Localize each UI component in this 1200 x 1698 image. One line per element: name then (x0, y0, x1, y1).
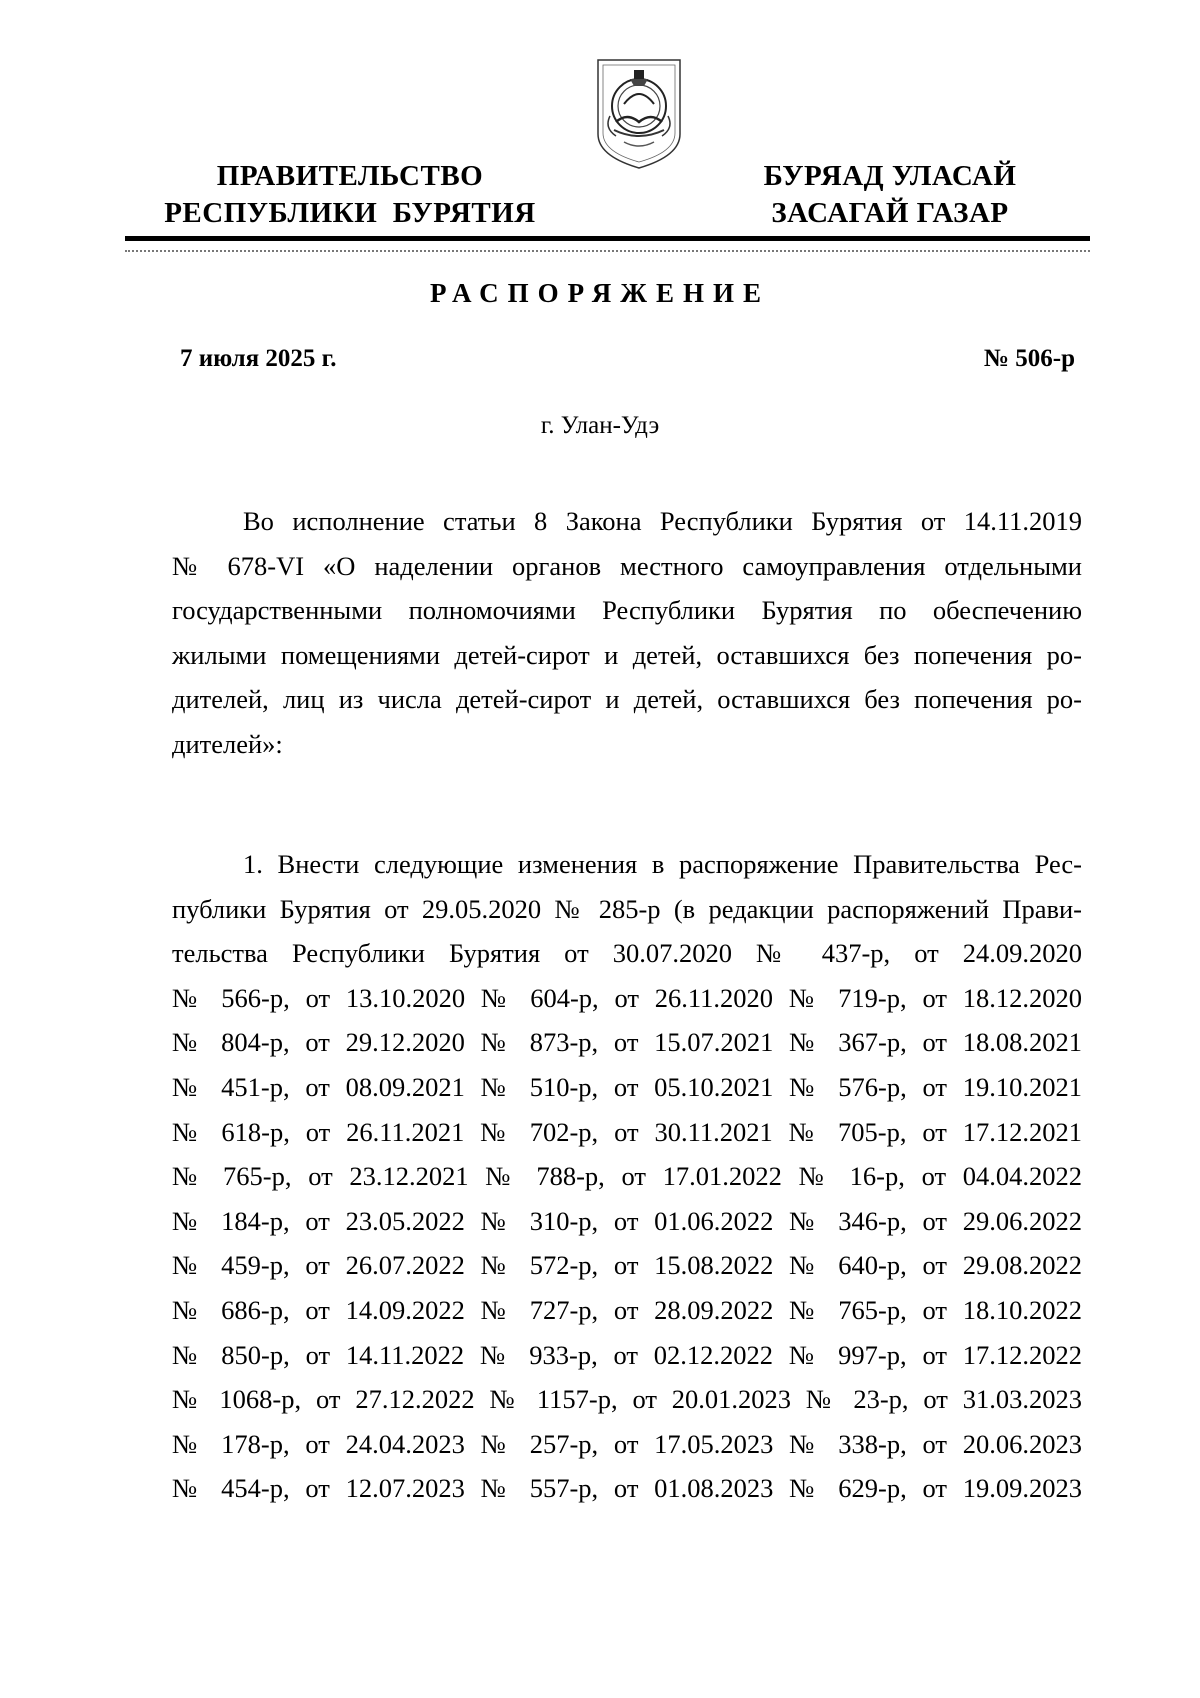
paragraph-line: № 804-р, от 29.12.2020 № 873-р, от 15.07.2021 № 367-р, от 18.08.2021 (172, 1027, 1082, 1058)
paragraph-line: № 178-р, от 24.04.2023 № 257-р, от 17.05.2023 № 338-р, от 20.06.2023 (172, 1428, 1082, 1459)
item-1-paragraph (172, 842, 1082, 1511)
paragraph-line: № 459-р, от 26.07.2022 № 572-р, от 15.08.2022 № 640-р, от 29.08.2022 (172, 1250, 1082, 1281)
header-right-line2: ЗАСАГАЙ ГАЗАР (771, 197, 1009, 229)
paragraph-line: государственными полномочиями Республики Бурятия по обеспечению (172, 595, 1082, 626)
header-rule-thin (125, 250, 1090, 252)
paragraph-line: № 566-р, от 13.10.2020 № 604-р, от 26.11.2020 № 719-р, от 18.12.2020 (172, 982, 1082, 1013)
paragraph-line: дителей»: (172, 728, 283, 759)
paragraph-line: № 686-р, от 14.09.2022 № 727-р, от 28.09.2022 № 765-р, от 18.10.2022 (172, 1294, 1082, 1325)
header-left-line1: ПРАВИТЕЛЬСТВО (216, 160, 484, 192)
paragraph-line: дителей, лиц из числа детей-сирот и детей, оставшихся без попечения ро- (172, 684, 1082, 715)
paragraph-line: № 765-р, от 23.12.2021 № 788-р, от 17.01.2022 № 16-р, от 04.04.2022 (172, 1161, 1082, 1192)
header-left (160, 158, 540, 232)
paragraph-line: № 1068-р, от 27.12.2022 № 1157-р, от 20.01.2023 № 23-р, от 31.03.2023 (172, 1384, 1082, 1415)
header-right-line1: БУРЯАД УЛАСАЙ (763, 160, 1017, 192)
paragraph-line: № 454-р, от 12.07.2023 № 557-р, от 01.08.2023 № 629-р, от 19.09.2023 (172, 1473, 1082, 1504)
paragraph-line: № 451-р, от 08.09.2021 № 510-р, от 05.10.2021 № 576-р, от 19.10.2021 (172, 1071, 1082, 1102)
preamble-paragraph (172, 499, 1082, 767)
paragraph-line: тельства Республики Бурятия от 30.07.2020 № 437-р, от 24.09.2020 (172, 938, 1082, 969)
header-rule-thick (125, 236, 1090, 241)
paragraph-line: Во исполнение статьи 8 Закона Республики Бурятия от 14.11.2019 (243, 506, 1082, 536)
paragraph-line: № 678-VI «О наделении органов местного самоуправления отдельными (172, 550, 1082, 581)
paragraph-line: № 850-р, от 14.11.2022 № 933-р, от 02.12.2022 № 997-р, от 17.12.2022 (172, 1339, 1082, 1370)
document-number: № 506-р (983, 345, 1075, 372)
document-city: г. Улан-Удэ (540, 412, 660, 439)
coat-of-arms-emblem (594, 56, 684, 172)
document-type-title: РАСПОРЯЖЕНИЕ (429, 278, 771, 308)
paragraph-line: 1. Внести следующие изменения в распоряжение Правительства Рес- (243, 849, 1082, 879)
header-left-line2: РЕСПУБЛИКИ БУРЯТИЯ (164, 197, 536, 229)
paragraph-line: жилыми помещениями детей-сирот и детей, оставшихся без попечения ро- (172, 639, 1082, 670)
paragraph-line: публики Бурятия от 29.05.2020 № 285-р (в редакции распоряжений Прави- (172, 893, 1082, 924)
header-right (735, 158, 1045, 232)
paragraph-line: № 184-р, от 23.05.2022 № 310-р, от 01.06.2022 № 346-р, от 29.06.2022 (172, 1205, 1082, 1236)
document-date: 7 июля 2025 г. (180, 345, 337, 372)
paragraph-line: № 618-р, от 26.11.2021 № 702-р, от 30.11.2021 № 705-р, от 17.12.2021 (172, 1116, 1082, 1147)
